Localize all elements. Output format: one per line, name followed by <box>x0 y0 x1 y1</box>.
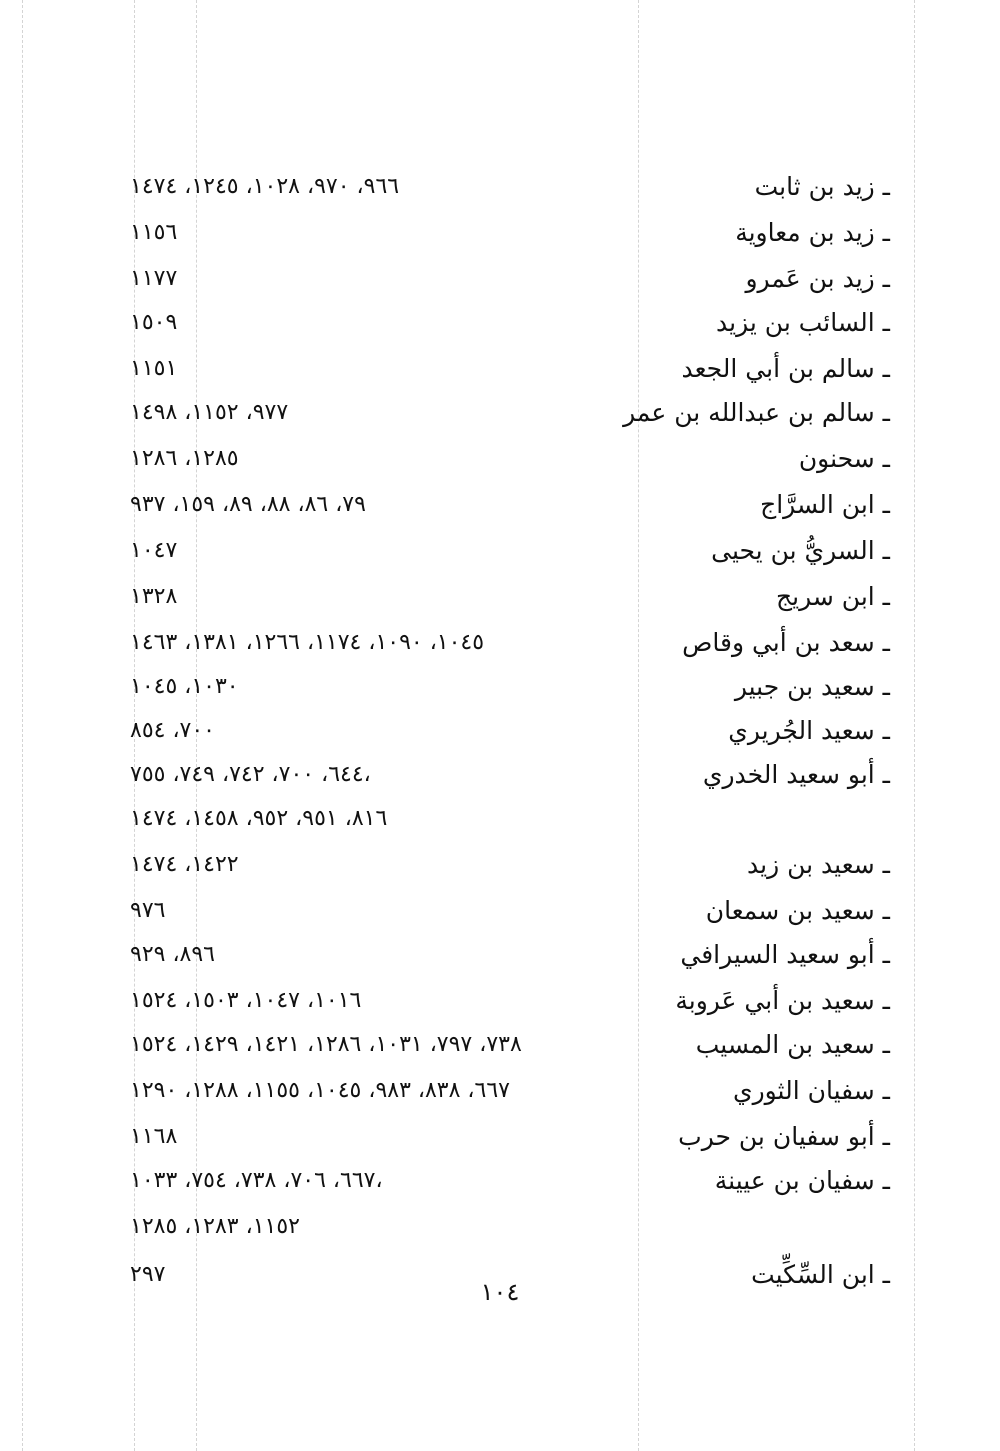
entry-page-refs: ١١٦٨ <box>130 1124 178 1149</box>
entry-name: ـ سفيان بن عيينة <box>714 1166 890 1195</box>
index-entry <box>0 1114 1000 1160</box>
index-entry <box>0 574 1000 620</box>
entry-page-refs: ٧٩، ٨٦، ٨٨، ٨٩، ١٥٩، ٩٣٧ <box>130 492 366 517</box>
entry-page-refs: ١٠١٦، ١٠٤٧، ١٥٠٣، ١٥٢٤ <box>130 988 362 1013</box>
entry-name: ـ أبو سعيد الخدري <box>702 760 890 789</box>
page-number: ١٠٤ <box>480 1278 520 1306</box>
entry-name: ـ أبو سعيد السيرافي <box>680 940 890 969</box>
entry-page-refs: ١٠٤٧ <box>130 538 178 563</box>
index-entry <box>0 842 1000 888</box>
entry-name: ـ ابن السِّكِّيت <box>751 1260 890 1289</box>
entry-page-refs: ١٠٣٠، ١٠٤٥ <box>130 674 239 699</box>
index-entry <box>0 796 1000 842</box>
index-entry <box>0 888 1000 934</box>
entry-page-refs: ١٥٠٩ <box>130 310 178 335</box>
entry-name: ـ سعيد بن زيد <box>747 850 890 879</box>
index-entry <box>0 664 1000 710</box>
entry-page-refs: ٦٦٧، ٧٠٦، ٧٣٨، ٧٥٤، ١٠٣٣، <box>130 1168 383 1193</box>
entry-page-refs: ٧٣٨، ٧٩٧، ١٠٣١، ١٢٨٦، ١٤٢١، ١٤٢٩، ١٥٢٤ <box>130 1032 522 1057</box>
index-entry <box>0 210 1000 256</box>
index-entry <box>0 708 1000 754</box>
index-entry <box>0 346 1000 392</box>
entry-page-refs: ١١٥٦ <box>130 220 178 245</box>
index-entry <box>0 1204 1000 1250</box>
index-entry <box>0 620 1000 666</box>
entry-page-refs: ٩٦٦، ٩٧٠، ١٠٢٨، ١٢٤٥، ١٤٧٤ <box>130 174 400 199</box>
entry-page-refs: ١١٥٢، ١٢٨٣، ١٢٨٥ <box>130 1214 300 1239</box>
entry-page-refs: ٢٩٧ <box>130 1262 166 1287</box>
entry-name: ـ السائب بن يزيد <box>716 308 890 337</box>
entry-name: ـ سالم بن عبدالله بن عمر <box>623 398 890 427</box>
index-entry <box>0 752 1000 798</box>
entry-page-refs: ٧٠٠، ٨٥٤ <box>130 718 215 743</box>
entry-page-refs: ١٠٤٥، ١٠٩٠، ١١٧٤، ١٢٦٦، ١٣٨١، ١٤٦٣ <box>130 630 485 655</box>
entry-name: ـ سعيد بن جبير <box>734 672 890 701</box>
entry-page-refs: ٦٦٧، ٨٣٨، ٩٨٣، ١٠٤٥، ١١٥٥، ١٢٨٨، ١٢٩٠ <box>130 1078 510 1103</box>
entry-name: ـ سعيد بن أبي عَروبة <box>675 986 890 1015</box>
entry-page-refs: ١١٧٧ <box>130 266 178 291</box>
entry-page-refs: ٩٧٦ <box>130 898 166 923</box>
entry-page-refs: ٨١٦، ٩٥١، ٩٥٢، ١٤٥٨، ١٤٧٤ <box>130 806 388 831</box>
entry-page-refs: ١٢٨٥، ١٢٨٦ <box>130 446 239 471</box>
entry-name: ـ زيد بن عَمرو <box>745 264 890 293</box>
entry-name: ـ زيد بن ثابت <box>754 172 890 201</box>
entry-page-refs: ١١٥١ <box>130 356 178 381</box>
entry-page-refs: ٦٤٤، ٧٠٠، ٧٤٢، ٧٤٩، ٧٥٥، <box>130 762 371 787</box>
entry-page-refs: ٨٩٦، ٩٢٩ <box>130 942 215 967</box>
entry-name: ـ زيد بن معاوية <box>735 218 890 247</box>
entry-name: ـ أبو سفيان بن حرب <box>678 1122 890 1151</box>
index-entry <box>0 932 1000 978</box>
entry-name: ـ سحنون <box>798 444 890 473</box>
index-entry <box>0 482 1000 528</box>
index-entry <box>0 390 1000 436</box>
index-entry <box>0 256 1000 302</box>
index-entry <box>0 300 1000 346</box>
entry-name: ـ سعيد الجُريري <box>728 716 890 745</box>
entry-name: ـ ابن السرَّاج <box>760 490 890 519</box>
index-entry <box>0 528 1000 574</box>
entry-page-refs: ١٤٢٢، ١٤٧٤ <box>130 852 239 877</box>
entry-name: ـ سعد بن أبي وقاص <box>682 628 890 657</box>
entry-name: ـ سعيد بن سمعان <box>705 896 890 925</box>
index-entry <box>0 436 1000 482</box>
entry-name: ـ السريُّ بن يحيى <box>711 536 890 565</box>
entry-page-refs: ١٣٢٨ <box>130 584 178 609</box>
entry-name: ـ سالم بن أبي الجعد <box>681 354 890 383</box>
index-entry <box>0 1022 1000 1068</box>
entry-name: ـ سفيان الثوري <box>733 1076 890 1105</box>
index-entry <box>0 1158 1000 1204</box>
index-entry <box>0 1068 1000 1114</box>
index-entry <box>0 164 1000 210</box>
entry-page-refs: ٩٧٧، ١١٥٢، ١٤٩٨ <box>130 400 289 425</box>
index-entry <box>0 978 1000 1024</box>
entry-name: ـ ابن سريج <box>776 582 890 611</box>
entry-name: ـ سعيد بن المسيب <box>695 1030 890 1059</box>
